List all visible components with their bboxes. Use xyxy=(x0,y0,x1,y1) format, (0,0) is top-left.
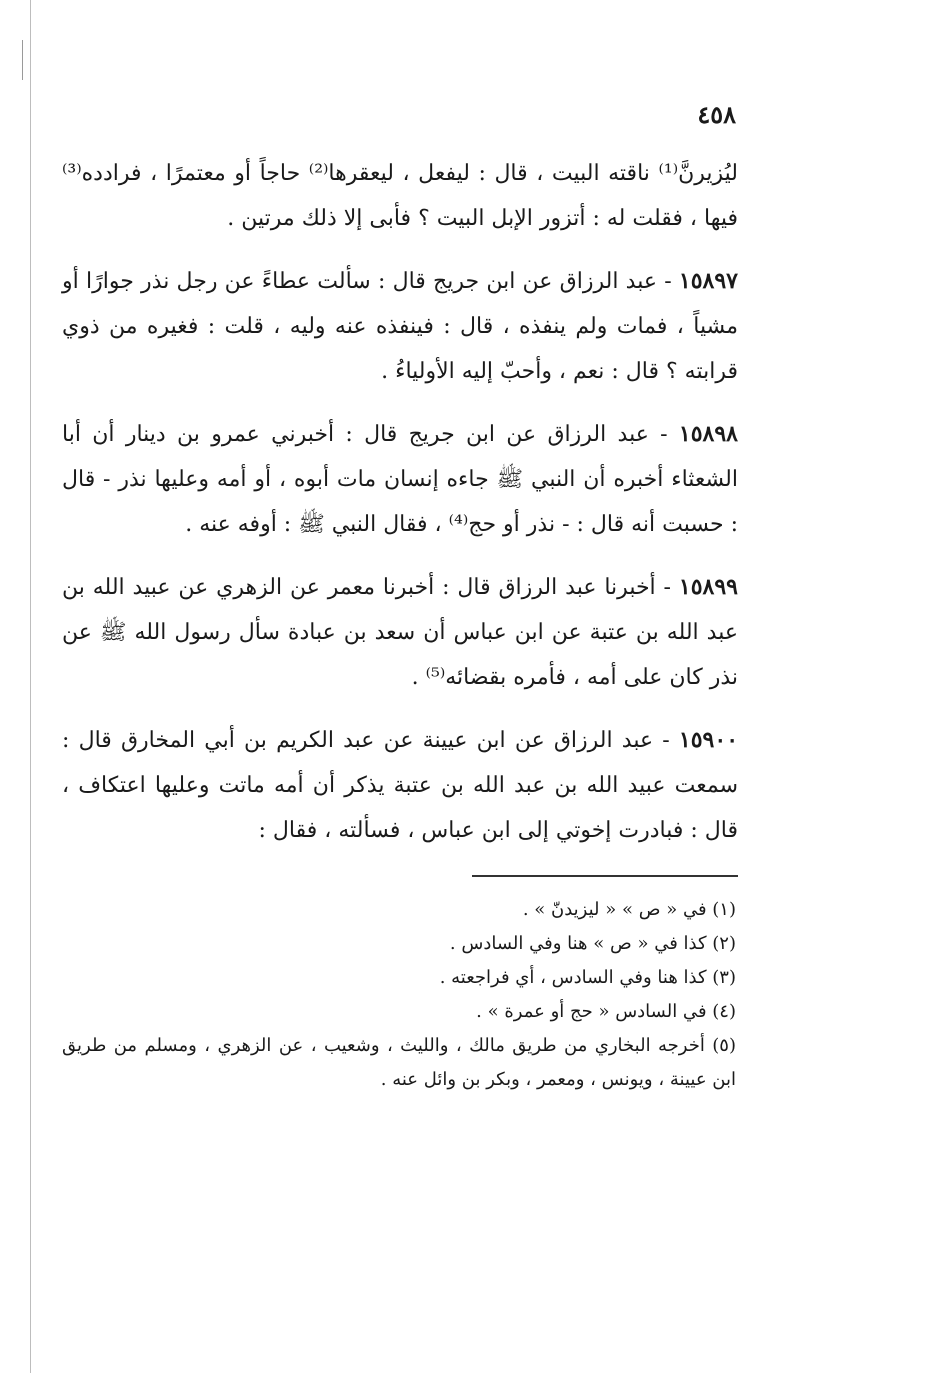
hadith-text: - عبد الرزاق عن ابن جريج قال : سألت عطاءً عن رجل نذر جوارًا أو مشياً ، فمات ولم ينفذه ، قال : فينفذه عنه وليه ، قلت : فغيره من ذوي قرابته ؟ قال : نعم ، وأحبّ إليه الأولياءُ . xyxy=(62,269,738,384)
footnote-divider xyxy=(472,875,738,877)
hadith-15900 xyxy=(62,718,738,853)
hadith-text: - عبد الرزاق عن ابن جريج قال : أخبرني عمرو بن دينار أن أبا الشعثاء أخبره أن النبي ﷺ جاءه إنسان مات أبوه ، أو أمه وعليها نذر - قال : حسبت أنه قال : - نذر أو حج⁽⁴⁾ ، فقال النبي ﷺ : أوفه عنه . xyxy=(62,422,738,537)
footnote-3: (٣) كذا هنا وفي السادس ، أي فراجعته . xyxy=(439,967,736,988)
hadith-number: ١٥٨٩٧ xyxy=(678,268,738,294)
hadith-15897 xyxy=(62,259,738,394)
hadith-number: ١٥٨٩٨ xyxy=(678,421,738,447)
hadith-15898 xyxy=(62,412,738,547)
hadith-number: ١٥٨٩٩ xyxy=(678,574,738,600)
footnote-4: (٤) في السادس « حج أو عمرة » . xyxy=(476,1001,736,1022)
intro-text: ليُزيرنَّ⁽¹⁾ ناقته البيت ، قال : ليفعل ، ليعقرها⁽²⁾ حاجاً أو معتمرًا ، فرادده⁽³⁾ فيها ، فقلت له : أتزور الإبل البيت ؟ فأبى إلا ذلك مرتين . xyxy=(62,161,738,231)
footnote-1: (١) في « ص » « ليزيدنّ » . xyxy=(522,899,736,920)
footnote-5: (٥) أخرجه البخاري من طريق مالك ، والليث ، وشعيب ، عن الزهري ، ومسلم من طريق ابن عيينة ، ويونس ، ومعمر ، وبكر بن وائل عنه . xyxy=(62,1035,736,1090)
scan-edge-mark xyxy=(22,40,23,80)
page-number: ٤٥٨ xyxy=(697,100,736,129)
intro-paragraph xyxy=(62,151,738,241)
hadith-text: - أخبرنا عبد الرزاق قال : أخبرنا معمر عن الزهري عن عبيد الله بن عبد الله بن عتبة عن ابن عباس أن سعد بن عبادة سأل رسول الله ﷺ عن نذر كان على أمه ، فأمره بقضائه⁽⁵⁾ . xyxy=(62,575,738,690)
hadith-number: ١٥٩٠٠ xyxy=(678,727,739,753)
document-page xyxy=(62,100,738,1097)
footnote-2: (٢) كذا في « ص » هنا وفي السادس . xyxy=(449,933,736,954)
scan-edge-line xyxy=(30,0,31,1373)
hadith-15899 xyxy=(62,565,738,700)
footnotes xyxy=(62,893,738,1097)
hadith-text: - عبد الرزاق عن ابن عيينة عن عبد الكريم بن أبي المخارق قال : سمعت عبيد الله بن عبد الله بن عتبة يذكر أن أمه ماتت وعليها اعتكاف ، قال : فبادرت إخوتي إلى ابن عباس ، فسألته ، فقال : xyxy=(62,728,738,843)
